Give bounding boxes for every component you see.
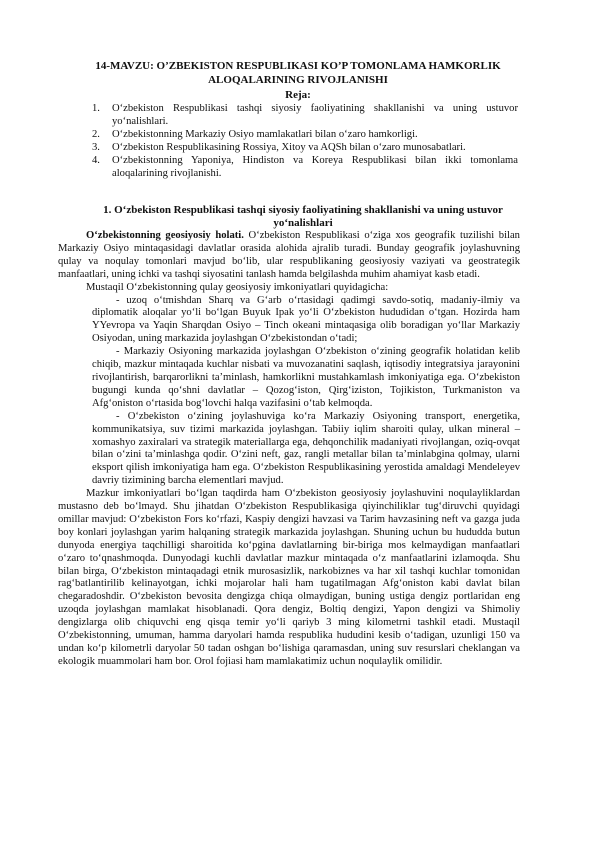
dash-list-item: - Markaziy Osiyoning markazida joylashgan O‘zbekiston o‘zining geografik holatidan kelib chiqib, mazkur mintaqada kuchlar nisbati va muvozanatini saqlash, iqtisodiy integratsiya jarayonini rivojlantirish, barqarorlikni ta’minlash, hamkorlikni mustahkamlash imkoniyatiga ega. O‘zbekiston bugungi kunda qo‘shni davlatlar – Qozog‘iston, Qirg‘iziston, Tojikiston, Turkmaniston va Afg‘oniston o‘rtasida bog‘lovchi halqa vazifasini o‘tab kelmoqda. [92, 346, 520, 409]
document-body [58, 230, 520, 669]
plan-item: 3. O‘zbekiston Respublikasining Rossiya, Xitoy va AQSh bilan o‘zaro munosabatlari. [92, 141, 466, 153]
section-title: 1. O‘zbekiston Respublikasi tashqi siyosiy faoliyatining shakllanishi va uning ustuvor yo‘nalishlari [103, 204, 503, 229]
paragraph-lead-bold: O‘zbekistonning geosiyosiy holati. [86, 230, 244, 241]
plan-heading: Reja: [285, 89, 311, 101]
document-title: 14-MAVZU: O’ZBEKISTON RESPUBLIKASI KO’P TOMONLAMA HAMKORLIK ALOQALARINING RIVOJLANISHI [95, 60, 501, 86]
paragraph-text: O‘zbekiston Respublikasi o‘ziga xos geografik tuzilishi bilan Markaziy Osiyo mintaqasidagi davlatlar orasida alohida ajralib turadi. Bunday geografik joylashuvning qulay va noqulay tomonlari mavjud bo‘lib, ular respublikaning geosiyosiy vaziyati va geostrategik manfaatlari, uning ichki va tashqi siyosatini tanlash hamda belgilashda muhim ahamiyat kasb etadi. [58, 230, 520, 280]
paragraph-geopolitical-position [58, 230, 520, 282]
plan-list [92, 103, 518, 180]
plan-item: 2. O‘zbekistonning Markaziy Osiyo mamlakatlari bilan o‘zaro hamkorligi. [92, 128, 418, 140]
dash-list-item: - O‘zbekiston o‘zining joylashuviga ko‘ra Markaziy Osiyoning transport, energetika, kommunikatsiya, suv tizimi markazida joylashgan. Tabiiy iqlim sharoiti qulay, ulkan mineral – xomashyo zaxiralari va strategik materiallarga ega, dehqonchilik madaniyati rivojlangan, oziq-ovqat bilan o‘zini ta’minlashga qodir. O‘zini neft, gaz, rangli metallar bilan ta’minlabgina qolmay, ularni eksport qilish imkoniyatiga ham ega. O‘zbekiston Respublikasining yerostida amaldagi Mendeleyev davriy tizimining barcha elementlari mavjud. [92, 410, 520, 487]
plan-item: 4. O‘zbekistonning Yaponiya, Hindiston va Koreya Respublikasi bilan ikki tomonlama aloqalarining rivojlanishi. [92, 154, 518, 179]
plan-item: 1. O‘zbekiston Respublikasi tashqi siyosiy faoliyatining shakllanishi va uning ustuvor yo‘nalishlari. [92, 103, 518, 127]
paragraph-disadvantages: Mazkur imkoniyatlari bo‘lgan taqdirda ham O‘zbekiston geosiyosiy joylashuvini noqulayliklardan mustasno deb bo‘lmayd. Shu jihatdan O‘zbekiston Respublikasiga qiyinchiliklar tug‘diruvchi quyidagi omillar mavjud: O‘zbekiston Fors ko‘rfazi, Kaspiy dengizi havzasi va Tarim havzasining neft va gazga juda boy konlari joylashgan yarim halqaning strategik markazida joylashgan. Shuning uchun bu hududda butun dunyoda energiya taqchilligi sharoitida ko‘pgina davlatlarning bir-biriga mos kelmaydigan manfaatlari o‘zaro to‘qnashmoqda. Dunyodagi kuchli davlatlar mazkur mintaqada o‘z manfaatlarini izlamoqda. Shu bilan birga, O‘zbekiston mintaqadagi etnik murosasizlik, narkobiznes va har xil tashqi kuchlar tomonidan rag‘batlantirilib kelinayotgan, ichki mojarolar hali ham tugatilmagan Afg‘oniston kabi davlat bilan chegaradoshdir. O‘zbekiston bevosita dengizga chiqa olmaydigan, buning ustiga dengiz portlaridan eng uzoqda joylashgan mamlakat hisoblanadi. Qora dengiz, Boltiq dengizi, Yapon dengizi va Shimoliy dengizlarga olib chiquvchi eng qisqa temir yo‘li qariyb 3 ming kilometrni tashkil etadi. Mustaqil O‘zbekistonning, umuman, hamma daryolari hamda respublika hududini kesib o‘tadigan, uzunligi 150 va undan ko‘p kilometrli daryolar 50 tadan oshgan bo‘lishiga qaramasdan, uning suv resurslari cheklangan va ekologik muammolari ham bor. Orol fojiasi ham mamlakatimiz uchun noqulaylik omilidir. [58, 488, 520, 667]
dash-list-item: - uzoq o‘tmishdan Sharq va G‘arb o‘rtasidagi qadimgi savdo-sotiq, madaniy-ilmiy va diplomatik aloqalar yo‘li bo‘lgan Buyuk Ipak yo‘li O‘zbekiston hududidan o‘tgan. Hozirda ham YYevropa va Yaqin Sharqdan Osiyo – Tinch okeani mintaqasiga olib boradigan yo‘llar Markaziy Osiyodan, uning markazida joylashgan O‘zbekistondan o‘tadi; [92, 294, 520, 345]
paragraph-opportunities-intro: Mustaqil O‘zbekistonning qulay geosiyosiy imkoniyatlari quyidagicha: [86, 281, 389, 293]
